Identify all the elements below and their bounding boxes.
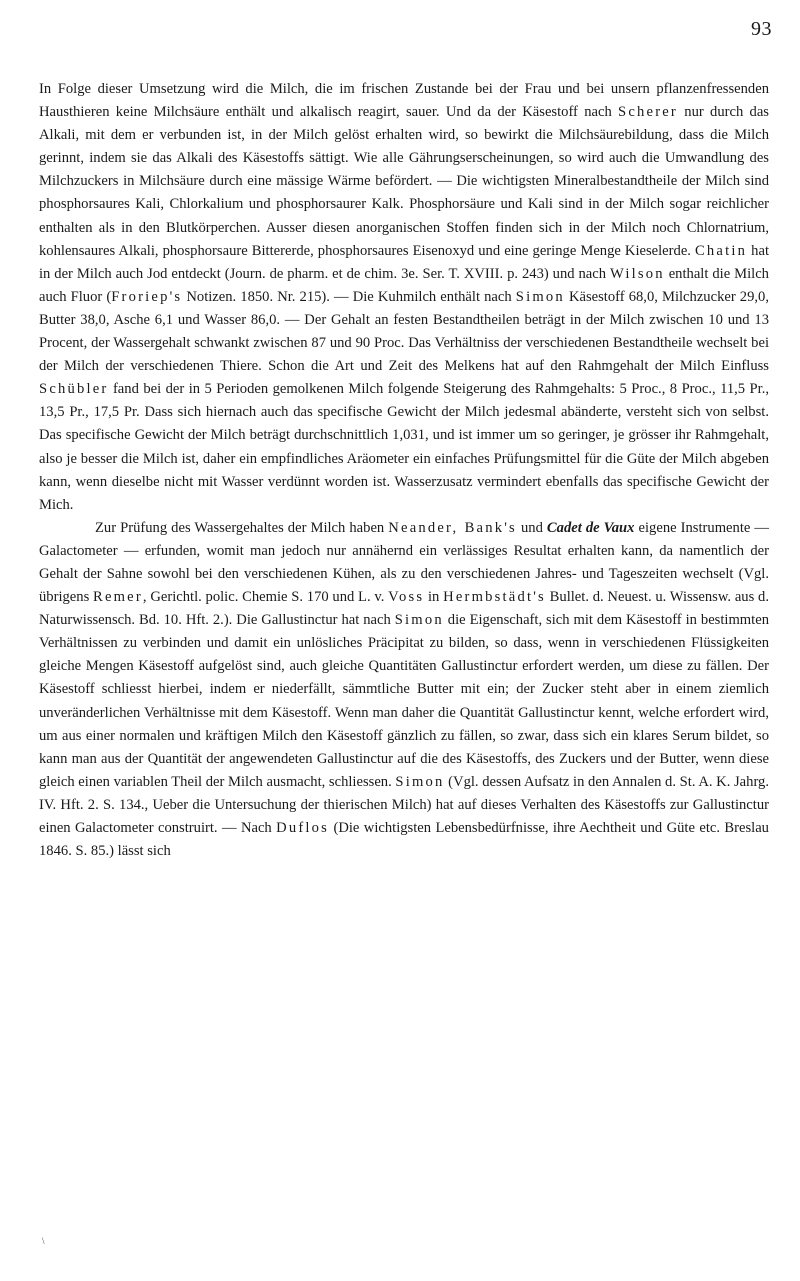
author-name: Hermbstädt's	[443, 589, 546, 606]
author-name: Froriep's	[111, 288, 183, 305]
author-name: Cadet de Vaux	[546, 519, 635, 536]
text-run: Käsestoff 68,0, Milchzucker 29,0, Butter 38,0, Asche 6,1 und Wasser 86,0. — Der Gehalt an festen Bestandtheilen beträgt in der Milch zwischen 10 und 13 Procent, der Wassergehalt schwankt zwischen 87 und 90 Proc. Das Verhältniss der verschiedenen Bestandtheile wechselt bei der Milch der verschiedenen Thiere. Schon die Art und Zeit des Melkens hat auf den Rahmgehalt der Milch Einfluss	[39, 288, 769, 375]
author-name: Duflos	[276, 820, 330, 836]
author-name: Simon	[395, 773, 445, 790]
author-name: Voss	[388, 589, 425, 606]
text-run: Notizen. 1850. Nr. 215). — Die Kuhmilch enthält nach	[182, 288, 516, 305]
text-run: in	[424, 589, 444, 606]
page-number: 93	[751, 18, 772, 40]
text-run: enthalt die Milch auch Fluor (	[39, 265, 769, 305]
text-run: Bullet. d. Neuest. u. Wissensw. aus d. Naturwissensch. Bd. 10. Hft. 2.). Die Gallustinctur hat nach	[39, 589, 769, 629]
text-run: (Die wichtigsten Lebensbedürfnisse, ihre Aechtheit und Güte etc. Breslau 1846. S. 85.) lässt sich	[39, 820, 769, 860]
text-run: Zur Prüfung des Wassergehaltes der Milch haben	[95, 519, 389, 536]
text-run: eigene Instrumente — Galactometer — erfunden, womit man jedoch nur annähernd ein verlässiges Resultat erhalten kann, da namentlich der Gehalt der Sahne sowohl bei den verschiedenen Kühen, als zu den verschiedenen Jahres- und Tageszeiten wechselt (Vgl. übrigens	[39, 519, 769, 606]
text-run: , Gerichtl. polic. Chemie S. 170 und L. v.	[142, 589, 389, 606]
author-name: Neander, Bank's	[388, 519, 517, 536]
text-run: (Vgl. dessen Aufsatz in den Annalen d. St. A. K. Jahrg. IV. Hft. 2. S. 134., Ueber die Untersuchung der thierischen Milch) hat auf dieses Verhalten des Käsestoffs zur Gallustinctur einen Galactometer construirt. — Nach	[39, 773, 769, 836]
text-run: nur durch das Alkali, mit dem er verbunden ist, in der Milch gelöst erhalten wird, so bewirkt die Milchsäurebildung, dass die Milch gerinnt, indem sie das Alkali des Käsestoffs sättigt. Wie alle Gährungserscheinungen, so wird auch die Umwandlung des Milchzuckers in Milchsäure durch eine mässige Wärme befördert. — Die wichtigsten Mineralbestandtheile der Milch sind phosphorsaures Kali, Chlorkalium und phosphorsaurer Kalk. Phosphorsäure und Kali sind in der Milch sogar reichlicher enthalten als in den Blutkörperchen. Ausser diesen anorganischen Stoffen finden sich in der Milch noch Chlornatrium, kohlensaures Alkali, phosphorsaure Bittererde, phosphorsaures Eisenoxyd und eine geringe Menge Kieselerde.	[39, 104, 769, 259]
text-run: hat in der Milch auch Jod entdeckt (Journ. de pharm. et de chim. 3e. Ser. T. XVIII. p. 243) und nach	[39, 242, 769, 282]
author-name: Remer	[93, 589, 143, 606]
author-name: Schübler	[39, 381, 109, 398]
author-name: Scherer	[618, 104, 678, 121]
author-name: Simon	[394, 612, 444, 629]
paragraph-1	[39, 78, 769, 517]
margin-mark: \	[42, 1236, 45, 1246]
author-name: Wilson	[609, 265, 665, 282]
text-run: In Folge dieser Umsetzung wird die Milch, die im frischen Zustande bei der Frau und bei unsern pflanzenfressenden Hausthieren keine Milchsäure enthält und alkalisch reagirt, sauer. Und da der Käsestoff nach	[39, 81, 769, 121]
author-name: Simon	[515, 288, 565, 305]
body-text	[39, 78, 769, 863]
text-run: und	[516, 519, 547, 536]
text-run: fand bei der in 5 Perioden gemolkenen Milch folgende Steigerung des Rahmgehalts: 5 Proc., 8 Proc., 11,5 Pr., 13,5 Pr., 17,5 Pr. Dass sich hiernach auch das specifische Gewicht der Milch jedesmal abänderte, versteht sich von selbst. Das specifische Gewicht der Milch beträgt durchschnittlich 1,031, und ist immer um so geringer, je grösser ihr Rahmgehalt, also je besser die Milch ist, daher ein empfindliches Aräometer ein einfaches Prüfungsmittel für die Güte der Milch abgeben kann, wenn dieselbe nicht mit Wasser verdünnt worden ist. Wasserzusatz vermindert ebenfalls das specifische Gewicht der Mich.	[39, 381, 769, 513]
author-name: Chatin	[695, 242, 748, 259]
paragraph-2	[39, 517, 769, 863]
text-run: die Eigenschaft, sich mit dem Käsestoff in bestimmten Verhältnissen zu verbinden und damit ein unlösliches Präcipitat zu bilden, so dass, wenn in verschiedenen Flüssigkeiten gleiche Mengen Käsestoff aufgelöst sind, auch gleiche Quantitäten Gallustinctur erfordert werden, um diese zu fällen. Der Käsestoff schliesst hierbei, indem er niederfällt, sämmtliche Butter mit ein; der Zucker steht aber in einem ziemlich unveränderlichen Verhältnisse mit dem Käsestoff. Wenn man daher die Quantität Gallustinctur kennt, welche erfordert wird, um aus einer normalen und kräftigen Milch den Käsestoff gänzlich zu fällen, so zwar, dass sich ein klares Serum bildet, so kann man aus der Quantität der angewendeten Gallustinctur auf die des Käsestoffs, des Zuckers und der Butter, wenn diese gleich einen variablen Theil der Milch ausmacht, schliessen.	[39, 612, 769, 790]
